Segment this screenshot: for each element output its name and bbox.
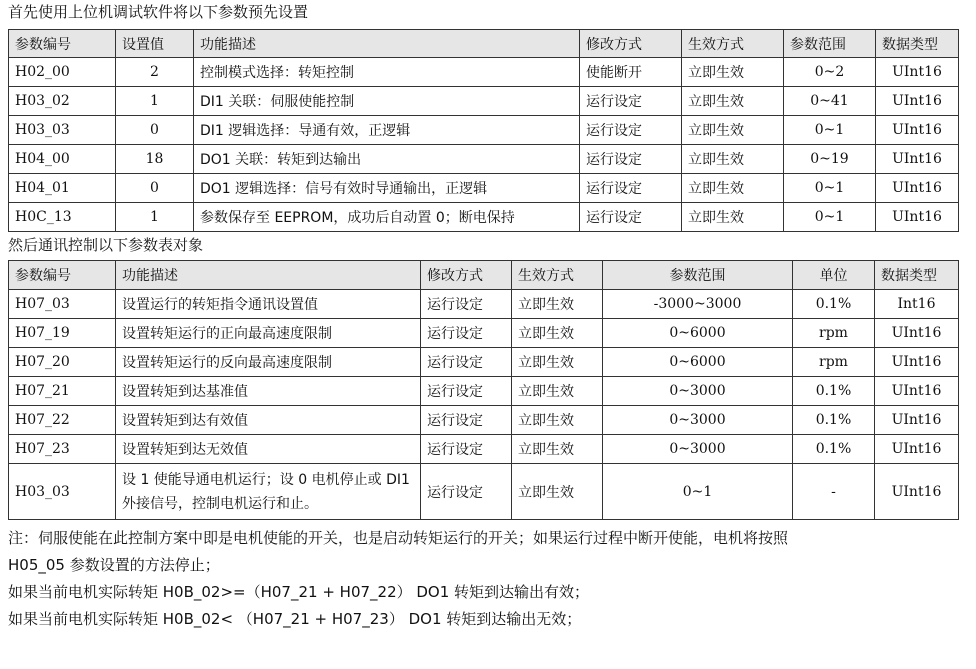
header-data-type: 数据类型: [875, 261, 959, 290]
cell-data-type: UInt16: [875, 319, 959, 348]
cell-range: 0~3000: [603, 377, 793, 406]
cell-range: 0~6000: [603, 319, 793, 348]
cell-range: -3000~3000: [603, 290, 793, 319]
cell-data-type: UInt16: [876, 116, 959, 145]
cell-modify-mode: 运行设定: [421, 348, 512, 377]
cell-modify-mode: 运行设定: [580, 174, 682, 203]
table-row: [9, 464, 959, 520]
cell-effective-mode: 立即生效: [682, 116, 784, 145]
note-line-3: 如果当前电机实际转矩 H0B_02>=（H07_21 + H07_22） DO1 转矩到达输出有效；: [8, 583, 590, 601]
header-unit: 单位: [793, 261, 875, 290]
cell-param-id: H04_00: [9, 145, 116, 174]
cell-param-id: H03_03: [9, 116, 116, 145]
cell-modify-mode: 运行设定: [421, 435, 512, 464]
cell-set-value: 18: [116, 145, 194, 174]
cell-effective-mode: 立即生效: [512, 377, 603, 406]
cell-data-type: UInt16: [875, 406, 959, 435]
cell-data-type: UInt16: [875, 435, 959, 464]
cell-modify-mode: 运行设定: [421, 290, 512, 319]
cell-range: 0~1: [784, 174, 876, 203]
cell-set-value: 0: [116, 174, 194, 203]
cell-function: 设置转矩到达基准值: [116, 377, 421, 406]
cell-data-type: UInt16: [876, 203, 959, 232]
cell-effective-mode: 立即生效: [512, 464, 603, 520]
table-row: [9, 116, 959, 145]
cell-set-value: 0: [116, 116, 194, 145]
cell-param-id: H0C_13: [9, 203, 116, 232]
table-row: [9, 406, 959, 435]
cell-function: DO1 关联：转矩到达输出: [194, 145, 580, 174]
cell-modify-mode: 使能断开: [580, 58, 682, 87]
cell-param-id: H07_22: [9, 406, 116, 435]
header-range: 参数范围: [784, 30, 876, 58]
cell-effective-mode: 立即生效: [682, 145, 784, 174]
cell-effective-mode: 立即生效: [682, 58, 784, 87]
table-row: [9, 87, 959, 116]
table-row: [9, 58, 959, 87]
cell-modify-mode: 运行设定: [580, 203, 682, 232]
cell-function: 控制模式选择：转矩控制: [194, 58, 580, 87]
cell-unit: 0.1%: [793, 377, 875, 406]
table-row: [9, 377, 959, 406]
cell-range: 0~1: [784, 203, 876, 232]
cell-function: DI1 关联：伺服使能控制: [194, 87, 580, 116]
cell-function: 设置运行的转矩指令通讯设置值: [116, 290, 421, 319]
cell-unit: rpm: [793, 319, 875, 348]
cell-unit: 0.1%: [793, 290, 875, 319]
cell-data-type: UInt16: [876, 174, 959, 203]
cell-param-id: H07_03: [9, 290, 116, 319]
preset-parameter-table: [8, 29, 959, 232]
header-effective-mode: 生效方式: [682, 30, 784, 58]
cell-param-id: H04_01: [9, 174, 116, 203]
cell-set-value: 1: [116, 203, 194, 232]
note-line-1: 注：伺服使能在此控制方案中即是电机使能的开关，也是启动转矩运行的开关；如果运行过程中断开使能，电机将按照: [8, 529, 789, 547]
cell-effective-mode: 立即生效: [682, 174, 784, 203]
cell-unit: rpm: [793, 348, 875, 377]
cell-param-id: H07_21: [9, 377, 116, 406]
cell-range: 0~3000: [603, 435, 793, 464]
cell-function: 设置转矩到达有效值: [116, 406, 421, 435]
table-row: [9, 145, 959, 174]
table-row: [9, 203, 959, 232]
cell-modify-mode: 运行设定: [421, 406, 512, 435]
table-row: [9, 174, 959, 203]
header-data-type: 数据类型: [876, 30, 959, 58]
cell-data-type: UInt16: [875, 464, 959, 520]
table-row: [9, 348, 959, 377]
cell-effective-mode: 立即生效: [512, 348, 603, 377]
table-row: [9, 435, 959, 464]
cell-modify-mode: 运行设定: [421, 319, 512, 348]
cell-data-type: UInt16: [876, 87, 959, 116]
note-line-2: H05_05 参数设置的方法停止；: [8, 556, 220, 574]
cell-range: 0~41: [784, 87, 876, 116]
note-line-4: 如果当前电机实际转矩 H0B_02< （H07_21 + H07_23） DO1 转矩到达输出无效；: [8, 610, 582, 628]
table-row: [9, 319, 959, 348]
cell-data-type: UInt16: [876, 145, 959, 174]
cell-function: 参数保存至 EEPROM，成功后自动置 0；断电保持: [194, 203, 580, 232]
header-param-id: 参数编号: [9, 30, 116, 58]
cell-data-type: Int16: [875, 290, 959, 319]
cell-function: 设置转矩运行的正向最高速度限制: [116, 319, 421, 348]
cell-param-id: H02_00: [9, 58, 116, 87]
cell-range: 0~2: [784, 58, 876, 87]
cell-modify-mode: 运行设定: [580, 116, 682, 145]
cell-effective-mode: 立即生效: [512, 435, 603, 464]
cell-param-id: H07_20: [9, 348, 116, 377]
cell-effective-mode: 立即生效: [682, 203, 784, 232]
header-range: 参数范围: [603, 261, 793, 290]
cell-modify-mode: 运行设定: [421, 377, 512, 406]
header-function: 功能描述: [116, 261, 421, 290]
cell-function: DI1 逻辑选择：导通有效，正逻辑: [194, 116, 580, 145]
cell-data-type: UInt16: [876, 58, 959, 87]
cell-effective-mode: 立即生效: [512, 290, 603, 319]
section1-title: 首先使用上位机调试软件将以下参数预先设置: [8, 3, 309, 21]
cell-data-type: UInt16: [875, 348, 959, 377]
cell-unit: 0.1%: [793, 406, 875, 435]
table-row: [9, 290, 959, 319]
header-modify-mode: 修改方式: [580, 30, 682, 58]
cell-modify-mode: 运行设定: [421, 464, 512, 520]
header-function: 功能描述: [194, 30, 580, 58]
cell-range: 0~3000: [603, 406, 793, 435]
cell-function: DO1 逻辑选择：信号有效时导通输出，正逻辑: [194, 174, 580, 203]
cell-range: 0~1: [784, 116, 876, 145]
cell-effective-mode: 立即生效: [682, 87, 784, 116]
cell-function: 设 1 使能导通电机运行；设 0 电机停止或 DI1 外接信号，控制电机运行和止。: [116, 464, 421, 520]
cell-param-id: H07_19: [9, 319, 116, 348]
header-effective-mode: 生效方式: [512, 261, 603, 290]
header-param-id: 参数编号: [9, 261, 116, 290]
cell-param-id: H03_03: [9, 464, 116, 520]
cell-modify-mode: 运行设定: [580, 87, 682, 116]
cell-set-value: 2: [116, 58, 194, 87]
section2-title: 然后通讯控制以下参数表对象: [8, 236, 204, 254]
cell-data-type: UInt16: [875, 377, 959, 406]
cell-modify-mode: 运行设定: [580, 145, 682, 174]
cell-unit: -: [793, 464, 875, 520]
cell-function: 设置转矩到达无效值: [116, 435, 421, 464]
cell-function: 设置转矩运行的反向最高速度限制: [116, 348, 421, 377]
header-modify-mode: 修改方式: [421, 261, 512, 290]
cell-set-value: 1: [116, 87, 194, 116]
cell-effective-mode: 立即生效: [512, 406, 603, 435]
cell-param-id: H07_23: [9, 435, 116, 464]
cell-unit: 0.1%: [793, 435, 875, 464]
cell-range: 0~6000: [603, 348, 793, 377]
cell-range: 0~19: [784, 145, 876, 174]
cell-range: 0~1: [603, 464, 793, 520]
cell-effective-mode: 立即生效: [512, 319, 603, 348]
communication-parameter-table: [8, 260, 959, 520]
header-set-value: 设置值: [116, 30, 194, 58]
cell-param-id: H03_02: [9, 87, 116, 116]
